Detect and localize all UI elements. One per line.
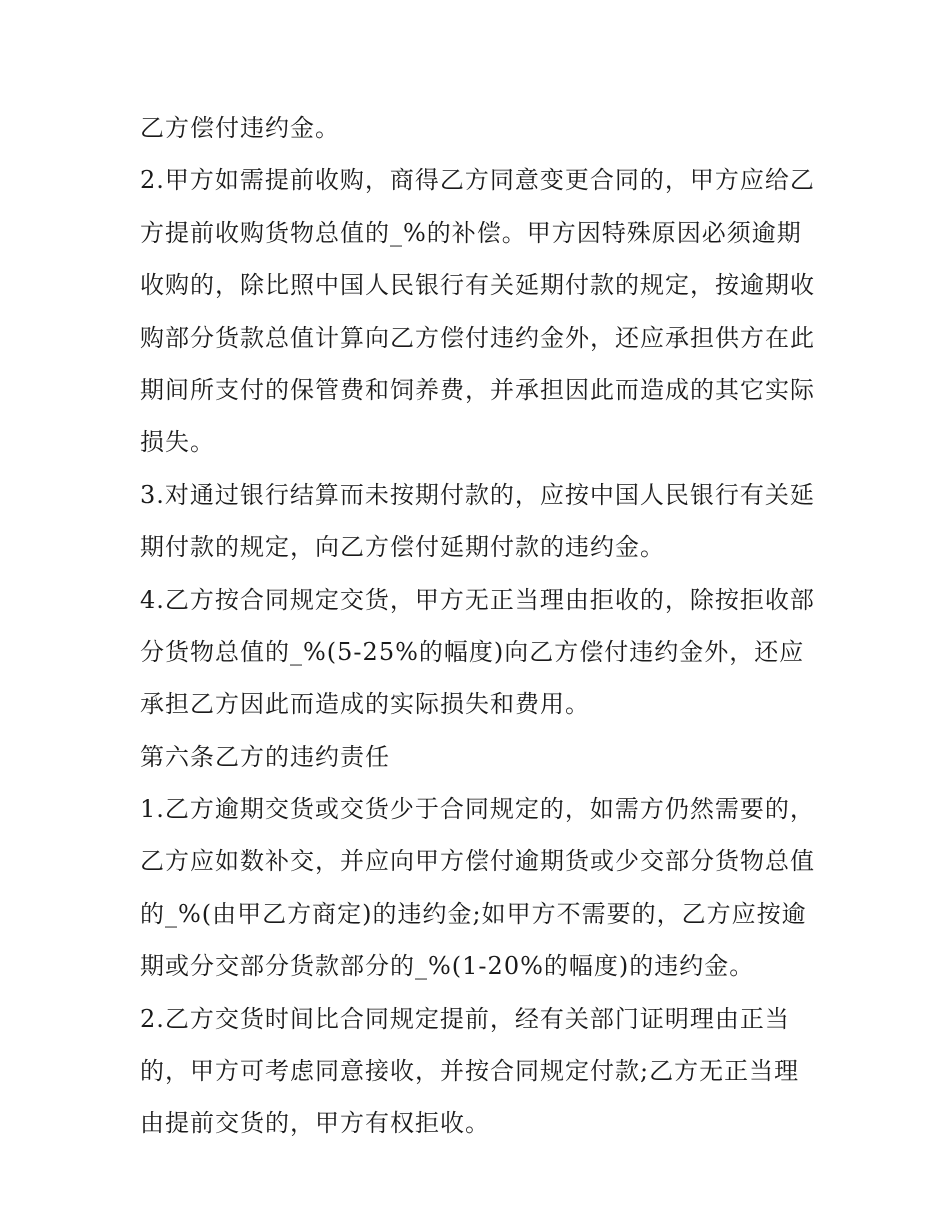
text-line: 2.乙方交货时间比合同规定提前，经有关部门证明理由正当 — [140, 1004, 790, 1033]
text-line: 期间所支付的保管费和饲养费，并承担因此而造成的其它实际 — [140, 375, 815, 404]
text-line: 2.甲方如需提前收购，商得乙方同意变更合同的，甲方应给乙 — [140, 166, 815, 195]
text-line: 由提前交货的，甲方有权拒收。 — [140, 1109, 490, 1138]
text-line: 收购的，除比照中国人民银行有关延期付款的规定，按逾期收 — [140, 271, 815, 300]
text-line: 3.对通过银行结算而未按期付款的，应按中国人民银行有关延 — [140, 480, 815, 509]
text-line: 承担乙方因此而造成的实际损失和费用。 — [140, 690, 590, 719]
text-line: 购部分货款总值计算向乙方偿付违约金外，还应承担供方在此 — [140, 323, 815, 352]
text-line: 损失。 — [140, 428, 215, 457]
document-body — [140, 106, 830, 1154]
text-line: 期或分交部分货款部分的_%(1-20%的幅度)的违约金。 — [140, 952, 755, 981]
text-line: 分货物总值的_%(5-25%的幅度)向乙方偿付违约金外，还应 — [140, 637, 805, 666]
text-line: 1.乙方逾期交货或交货少于合同规定的，如需方仍然需要的， — [140, 795, 815, 824]
text-line: 的_%(由甲乙方商定)的违约金;如甲方不需要的，乙方应按逾 — [140, 899, 807, 928]
text-line: 方提前收购货物总值的_%的补偿。甲方因特殊原因必须逾期 — [140, 218, 802, 247]
text-line: 乙方应如数补交，并应向甲方偿付逾期货或少交部分货物总值 — [140, 847, 815, 876]
text-line: 期付款的规定，向乙方偿付延期付款的违约金。 — [140, 533, 665, 562]
text-line: 乙方偿付违约金。 — [140, 114, 340, 142]
section-heading: 第六条乙方的违约责任 — [140, 742, 390, 771]
text-line: 4.乙方按合同规定交货，甲方无正当理由拒收的，除按拒收部 — [140, 585, 815, 614]
text-line: 的，甲方可考虑同意接收，并按合同规定付款;乙方无正当理 — [140, 1057, 800, 1086]
